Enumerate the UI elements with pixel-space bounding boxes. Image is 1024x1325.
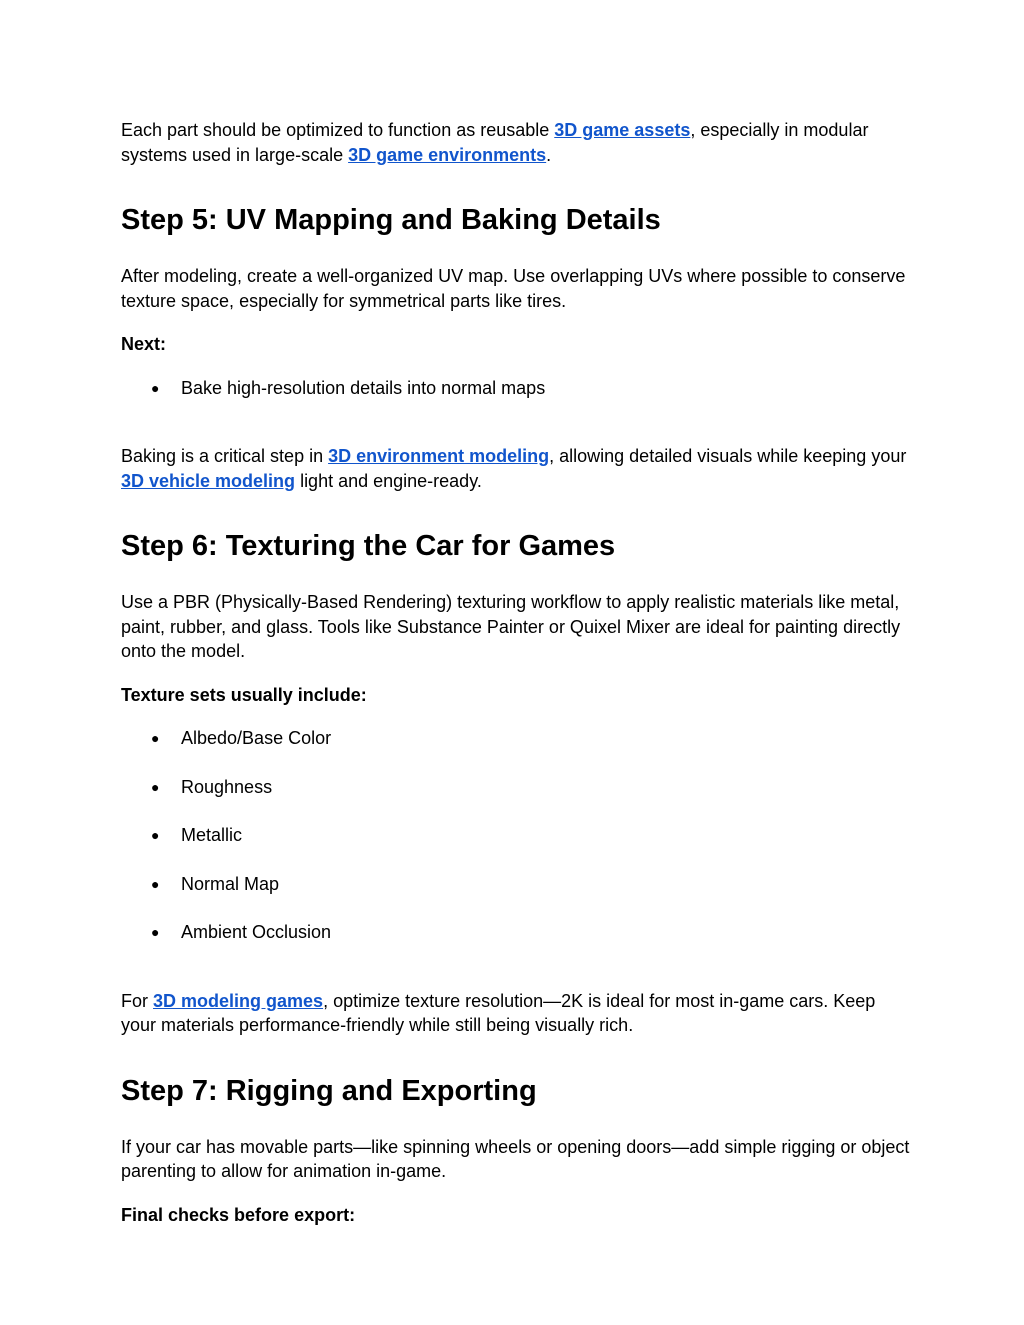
paragraph-text: light and engine-ready. (295, 470, 482, 491)
list-item (121, 920, 911, 945)
step7-paragraph: If your car has movable parts—like spinning wheels or opening doors—add simple rigging or object parenting to allow for animation in-game. (121, 1136, 910, 1181)
document-page (121, 118, 911, 1227)
list-item-text: Metallic (181, 825, 243, 845)
bullet-icon: ● (151, 924, 160, 940)
bullet-icon: ● (151, 778, 160, 795)
step7-label: Final checks before export: (121, 1204, 356, 1225)
list-item (121, 872, 911, 897)
intro-paragraph (121, 118, 911, 167)
bullet-icon: ● (151, 875, 160, 892)
list-item-text: Bake high-resolution details into normal maps (181, 377, 546, 398)
paragraph-text: , allowing detailed visuals while keeping your (549, 446, 907, 466)
step6-after-paragraph (121, 989, 911, 1038)
intro-text: . (546, 144, 552, 165)
step5-paragraph: After modeling, create a well-organized UV map. Use overlapping UVs where possible to conserve texture space, especially for symmetrical parts like tires. (121, 266, 906, 311)
step6-bullet-list (121, 726, 911, 945)
paragraph-text: , optimize texture resolution—2K is ideal for most in-game cars. Keep your materials performance-friendly while still being visually rich. (121, 990, 876, 1035)
step6-heading: Step 6: Texturing the Car for Games (121, 530, 616, 562)
list-item (121, 823, 911, 848)
intro-text: Each part should be optimized to function as reusable (121, 120, 555, 140)
link-3d-environment-modeling[interactable]: 3D environment modeling (328, 446, 550, 466)
list-item (121, 726, 911, 751)
list-item-text: Roughness (181, 776, 273, 797)
step7-heading: Step 7: Rigging and Exporting (121, 1074, 537, 1107)
step5-label: Next: (121, 334, 167, 354)
list-item-text: Ambient Occlusion (181, 922, 332, 942)
list-item (121, 775, 911, 800)
link-3d-game-environments[interactable]: 3D game environments (348, 144, 547, 165)
list-item-text: Albedo/Base Color (181, 728, 332, 748)
step6-label: Texture sets usually include: (121, 684, 367, 705)
link-3d-modeling-games[interactable]: 3D modeling games (153, 990, 324, 1011)
paragraph-text: For (121, 990, 154, 1011)
step5-bullet-list (121, 376, 911, 401)
list-item (121, 376, 911, 401)
step5-after-paragraph (121, 444, 911, 493)
paragraph-text: Baking is a critical step in (121, 446, 329, 466)
step5-heading: Step 5: UV Mapping and Baking Details (121, 204, 661, 236)
bullet-icon: ● (151, 379, 160, 396)
step6-paragraph: Use a PBR (Physically-Based Rendering) texturing workflow to apply realistic materials like metal, paint, rubber, and glass. Tools like Substance Painter or Quixel Mixer are ideal for painting directly onto the model. (121, 592, 901, 661)
bullet-icon: ● (151, 730, 160, 746)
link-3d-game-assets[interactable]: 3D game assets (554, 120, 691, 140)
intro-text: , especially in modular systems used in large-scale (121, 120, 869, 165)
bullet-icon: ● (151, 827, 160, 843)
link-3d-vehicle-modeling[interactable]: 3D vehicle modeling (121, 470, 296, 491)
list-item-text: Normal Map (181, 873, 280, 894)
